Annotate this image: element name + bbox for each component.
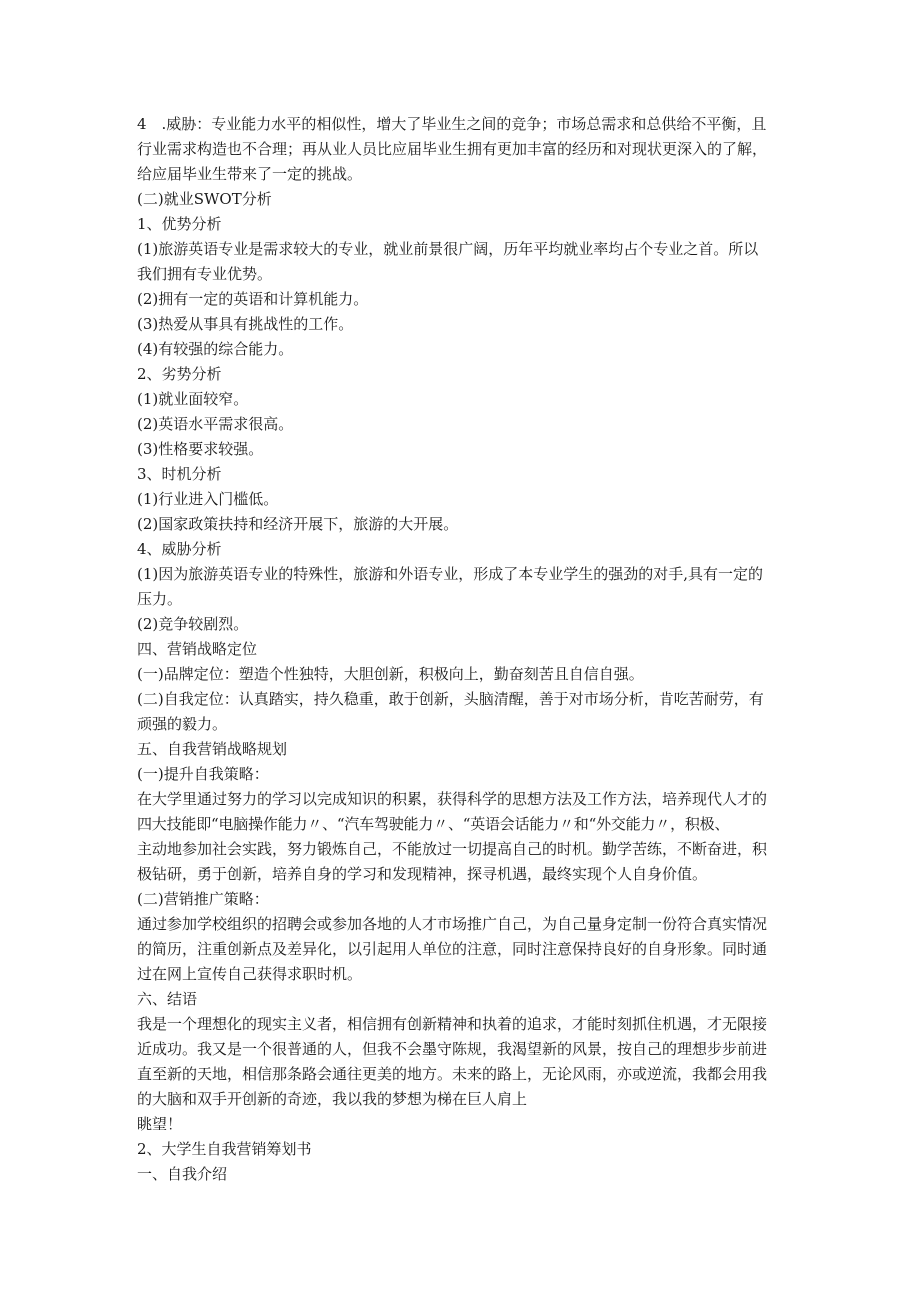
conclusion-line-5: 眺望！: [137, 1115, 183, 1133]
promotion-line-1: 通过参加学校组织的招聘会或参加各地的人才市场推广自己，为自己量身定制一份符合真实情况: [137, 915, 768, 933]
self-improvement-line-4: 极钻研，勇于创新，培养自身的学习和发现精神，探寻机遇，最终实现个人自身价值。: [137, 865, 708, 883]
strength-item-1-line-1: (1)旅游英语专业是需求较大的专业，就业前景很广阔，历年平均就业率均占个专业之首。所以: [137, 240, 759, 258]
strength-item-4: (4)有较强的综合能力。: [137, 340, 294, 358]
section-heading-positioning: 四、营销战略定位: [137, 640, 258, 658]
opportunity-item-1: (1)行业进入门槛低。: [137, 490, 279, 508]
conclusion-line-2: 近成功。我又是一个很普通的人，但我不会墨守陈规，我渴望新的风景，按自己的理想步步前进: [137, 1040, 768, 1058]
threat-item-1-line-1: (1)因为旅游英语专业的特殊性，旅游和外语专业，形成了本专业学生的强劲的对手,具有一定的: [137, 565, 764, 583]
promotion-line-3: 过在网上宣传自己获得求职时机。: [137, 965, 363, 983]
strength-item-3: (3)热爱从事具有挑战性的工作。: [137, 315, 354, 333]
subheading-self-improvement: (一)提升自我策略：: [137, 765, 269, 783]
document-page: [137, 112, 797, 1187]
threat-paragraph-line-3: 给应届毕业生带来了一定的挑战。: [137, 165, 363, 183]
subheading-threats: 4、威胁分析: [137, 540, 222, 558]
threat-item-1-line-2: 压力。: [137, 590, 183, 608]
section-heading-strategy: 五、自我营销战略规划: [137, 740, 288, 758]
conclusion-line-1: 我是一个理想化的现实主义者，相信拥有创新精神和执着的追求，才能时刻抓住机遇，才无限接: [137, 1015, 768, 1033]
self-positioning-line-1: (二)自我定位：认真踏实，持久稳重，敢于创新，头脑清醒，善于对市场分析，肯吃苦耐劳，有: [137, 690, 764, 708]
subheading-opportunities: 3、时机分析: [137, 465, 222, 483]
section-heading-self-intro: 一、自我介绍: [137, 1165, 228, 1183]
threat-paragraph-line-1: 4 .威胁：专业能力水平的相似性，增大了毕业生之间的竞争；市场总需求和总供给不平衡，且: [137, 115, 767, 133]
opportunity-item-2: (2)国家政策扶持和经济开展下，旅游的大开展。: [137, 515, 459, 533]
weakness-item-1: (1)就业面较窄。: [137, 390, 249, 408]
section-heading-swot: (二)就业SWOT分析: [137, 190, 272, 208]
self-improvement-line-3: 主动地参加社会实践，努力锻炼自己，不能放过一切提高自己的时机。勤学苦练，不断奋进，积: [137, 840, 768, 858]
threat-paragraph-line-2: 行业需求构造也不合理；再从业人员比应届毕业生拥有更加丰富的经历和对现状更深入的了解，: [137, 140, 768, 158]
subheading-promotion: (二)营销推广策略：: [137, 890, 269, 908]
subheading-strengths: 1、优势分析: [137, 215, 222, 233]
threat-item-2: (2)竞争较剧烈。: [137, 615, 249, 633]
weakness-item-3: (3)性格要求较强。: [137, 440, 264, 458]
conclusion-line-3: 直至新的天地，相信那条路会通往更美的地方。未来的路上，无论风雨，亦或逆流，我都会用我: [137, 1065, 768, 1083]
section-heading-conclusion: 六、结语: [137, 990, 198, 1008]
promotion-line-2: 的简历，注重创新点及差异化，以引起用人单位的注意，同时注意保持良好的自身形象。同时通: [137, 940, 768, 958]
brand-positioning: (一)品牌定位：塑造个性独特，大胆创新，积极向上，勤奋刻苦且自信自强。: [137, 665, 644, 683]
self-improvement-line-1: 在大学里通过努力的学习以完成知识的积累，获得科学的思想方法及工作方法，培养现代人才的: [137, 790, 768, 808]
strength-item-2: (2)拥有一定的英语和计算机能力。: [137, 290, 369, 308]
document-title-2: 2、大学生自我营销筹划书: [137, 1140, 312, 1158]
weakness-item-2: (2)英语水平需求很高。: [137, 415, 294, 433]
conclusion-line-4: 的大脑和双手开创新的奇迹，我以我的梦想为梯在巨人肩上: [137, 1090, 528, 1108]
strength-item-1-line-2: 我们拥有专业优势。: [137, 265, 273, 283]
self-improvement-line-2: 四大技能即“电脑操作能力〃、“汽车驾驶能力〃、“英语会话能力〃和“外交能力〃，积极、: [137, 815, 730, 833]
self-positioning-line-2: 顽强的毅力。: [137, 715, 228, 733]
subheading-weaknesses: 2、劣势分析: [137, 365, 222, 383]
